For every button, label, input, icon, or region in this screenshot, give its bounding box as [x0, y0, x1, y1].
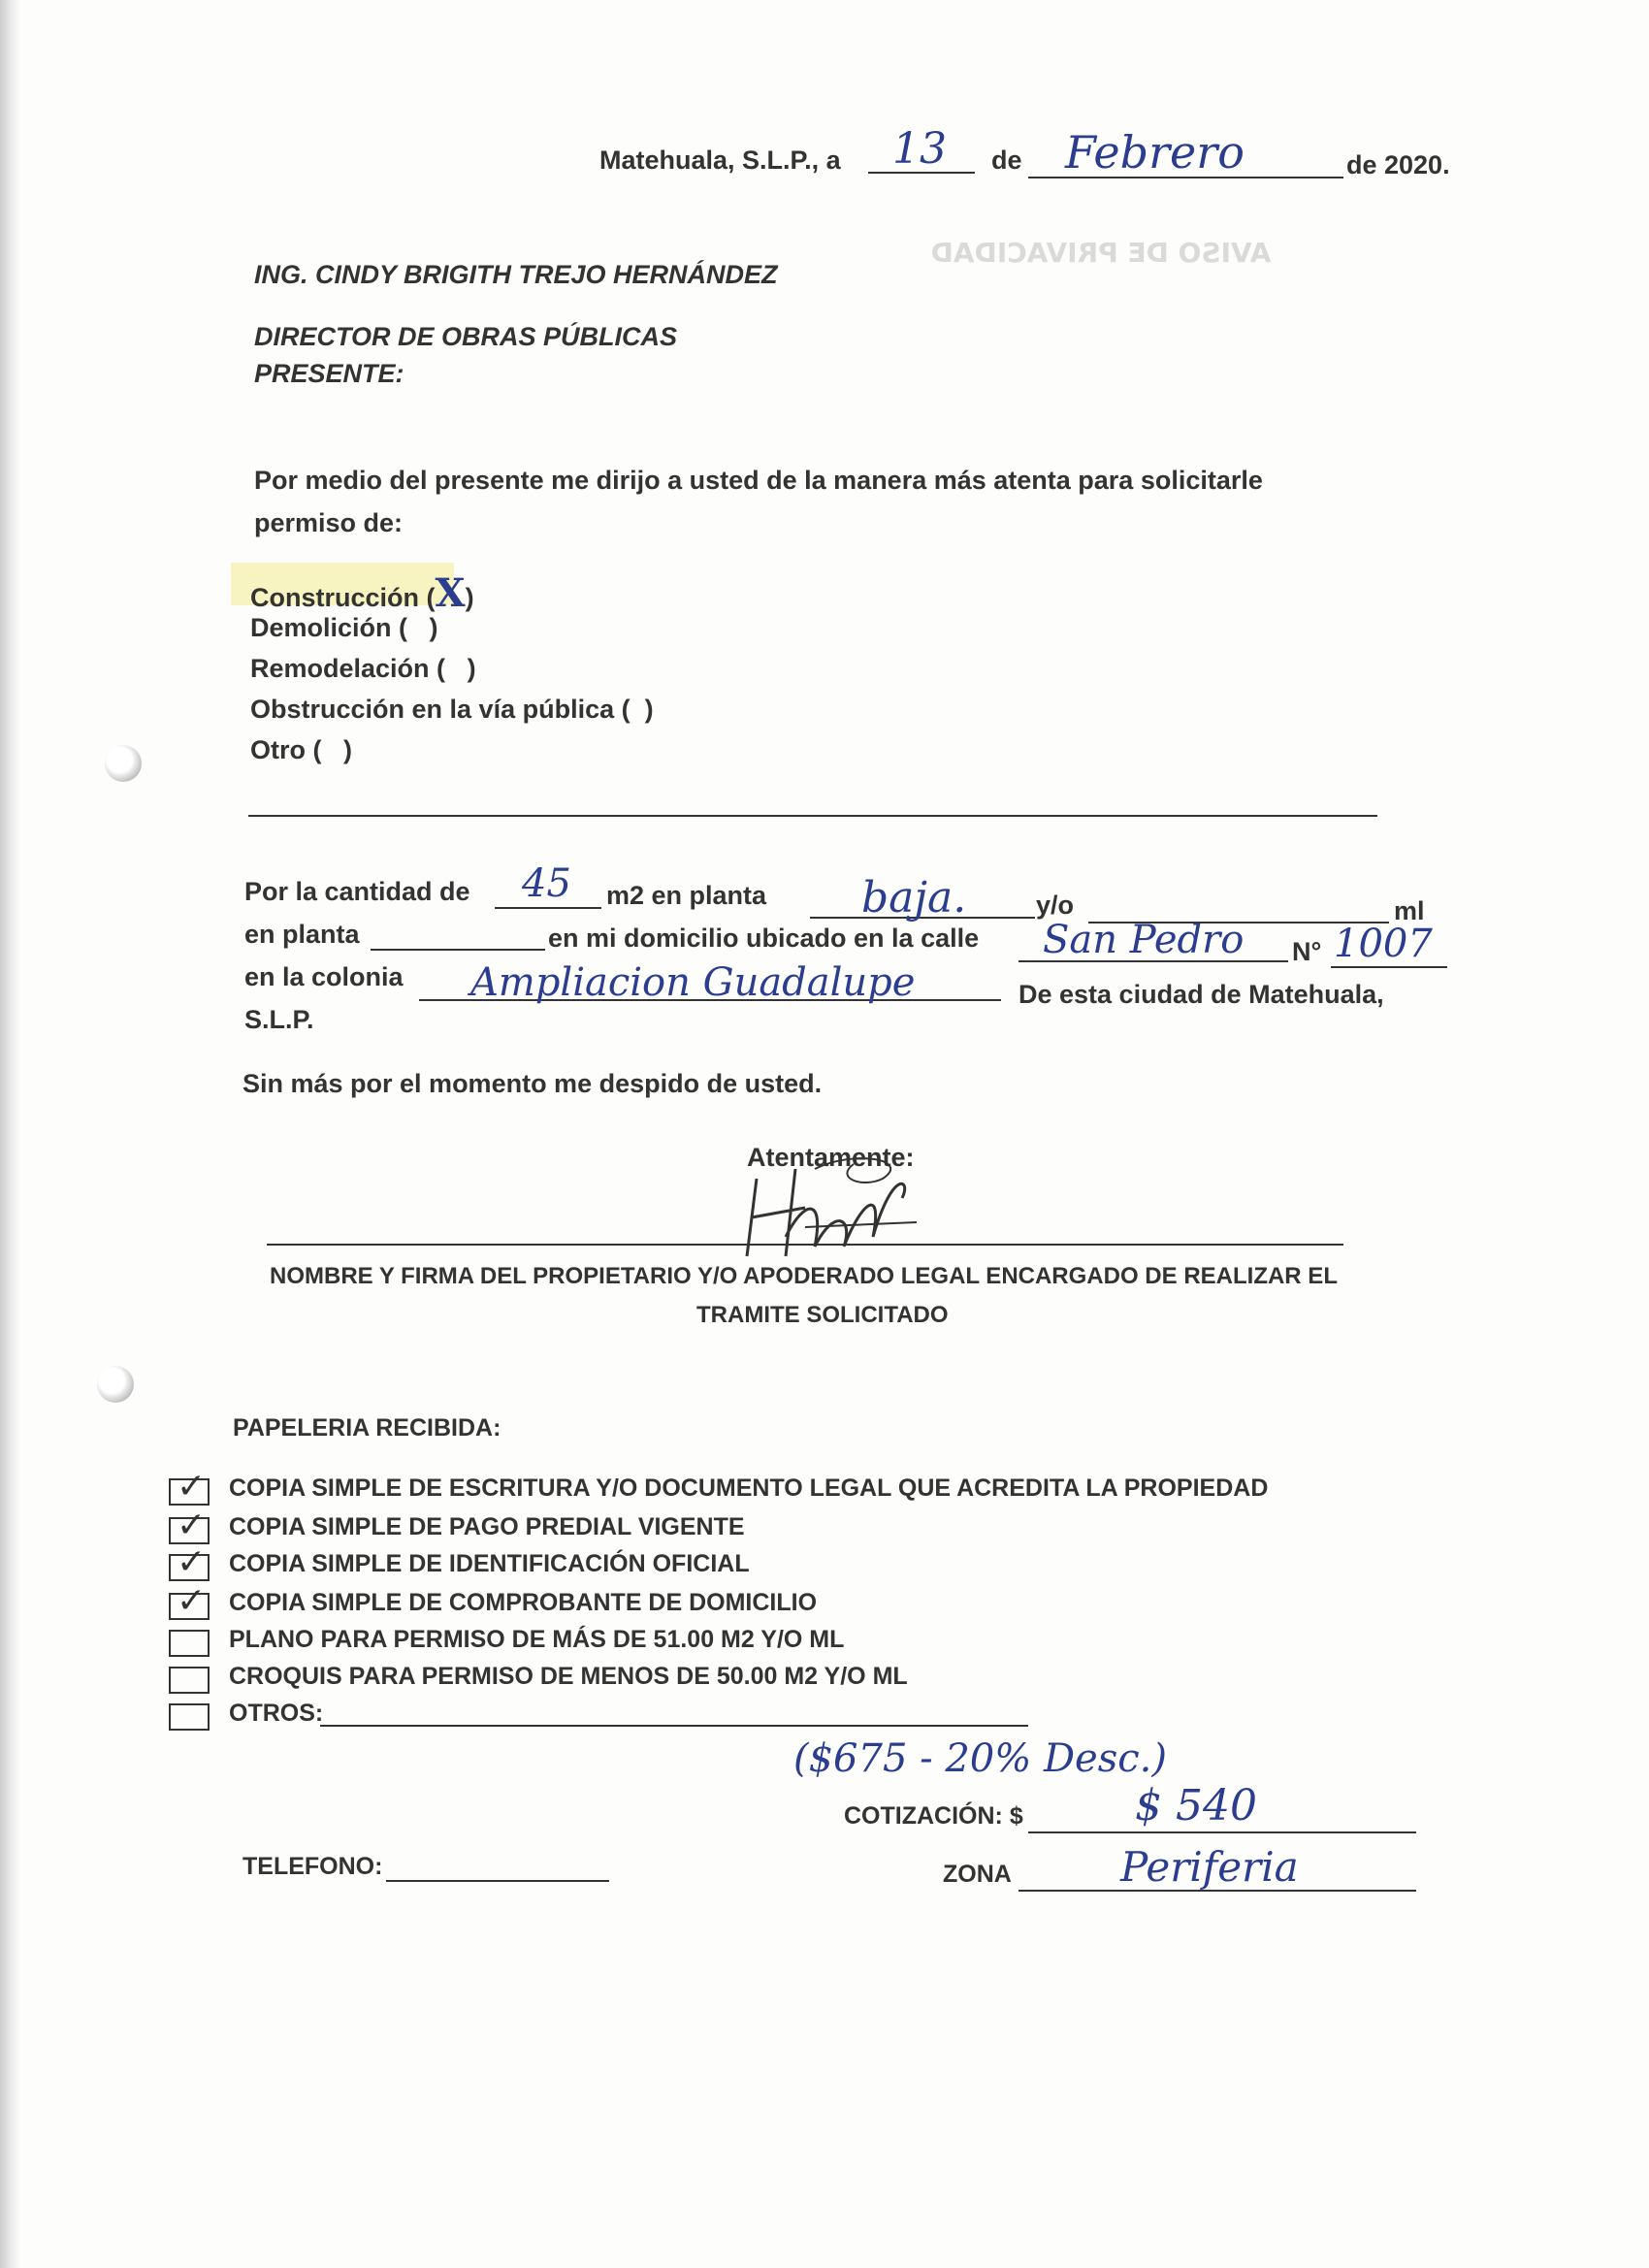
signature-line — [267, 1244, 1343, 1246]
cotizacion-label: COTIZACIÓN: $ — [844, 1802, 1023, 1830]
option-obstruccion — [250, 695, 654, 725]
cantidad-line — [495, 907, 601, 909]
option-label: Remodelación ( — [250, 654, 446, 683]
numero-value: 1007 — [1334, 922, 1433, 966]
option-close: ) — [467, 654, 476, 683]
option-demolicion — [250, 613, 438, 643]
slp-label: S.L.P. — [244, 1005, 314, 1034]
telefono-label: TELEFONO: — [242, 1853, 383, 1880]
signature — [718, 1140, 922, 1266]
otros-line — [320, 1725, 1028, 1727]
recipient-presente: PRESENTE: — [254, 359, 404, 388]
option-remodelacion — [250, 654, 476, 684]
checkmark-icon: ✓ — [177, 1542, 207, 1582]
option-mark: X — [435, 570, 466, 616]
option-close: ) — [429, 613, 438, 642]
telefono-line — [386, 1880, 609, 1882]
yo-label: y/o — [1036, 891, 1075, 920]
option-close: ) — [644, 695, 654, 724]
de-label: de — [991, 146, 1022, 175]
colonia-value: Ampliacion Guadalupe — [470, 960, 916, 1005]
papeleria-label: COPIA SIMPLE DE IDENTIFICACIÓN OFICIAL — [229, 1550, 750, 1577]
colonia-label: en la colonia — [244, 962, 404, 991]
zona-value: Periferia — [1120, 1843, 1299, 1891]
papeleria-label: PLANO PARA PERMISO DE MÁS DE 51.00 M2 Y/O ML — [229, 1626, 845, 1653]
cantidad-value: 45 — [522, 861, 571, 906]
month-value: Febrero — [1065, 126, 1245, 178]
checkbox[interactable] — [169, 1542, 210, 1582]
option-label: Otro ( — [250, 735, 322, 764]
checkmark-icon: ✓ — [177, 1467, 207, 1507]
numero-label: N° — [1292, 937, 1322, 966]
en-planta-label: en planta — [244, 920, 360, 949]
signature-caption-2: TRAMITE SOLICITADO — [696, 1302, 949, 1328]
numero-line — [1331, 966, 1447, 968]
recipient-title: DIRECTOR DE OBRAS PÚBLICAS — [254, 322, 678, 351]
punch-hole-bottom — [97, 1366, 134, 1403]
option-construccion — [250, 570, 474, 616]
option-close: ) — [465, 583, 474, 612]
otro-line — [248, 815, 1377, 817]
checkbox[interactable] — [169, 1581, 210, 1621]
option-label: Demolición ( — [250, 613, 408, 642]
recipient-name: ING. CINDY BRIGITH TREJO HERNÁNDEZ — [254, 260, 778, 289]
signature-caption-1: NOMBRE Y FIRMA DEL PROPIETARIO Y/O APODERADO LEGAL ENCARGADO DE REALIZAR EL — [270, 1263, 1338, 1289]
checkbox[interactable] — [169, 1630, 210, 1657]
calle-value: San Pedro — [1043, 918, 1245, 962]
checkmark-icon: ✓ — [177, 1506, 207, 1545]
year-suffix: de 2020. — [1346, 150, 1450, 179]
cotizacion-value: $ 540 — [1135, 1781, 1257, 1831]
atentamente: Atentamente: — [747, 1143, 915, 1172]
papeleria-label: COPIA SIMPLE DE COMPROBANTE DE DOMICILIO — [229, 1589, 818, 1616]
checkbox[interactable] — [169, 1467, 210, 1507]
request-line-2: permiso de: — [254, 508, 404, 537]
farewell: Sin más por el momento me despido de usted. — [242, 1069, 823, 1098]
papeleria-title: PAPELERIA RECIBIDA: — [233, 1414, 501, 1442]
papeleria-label: COPIA SIMPLE DE PAGO PREDIAL VIGENTE — [229, 1513, 745, 1540]
cotizacion-line — [1028, 1831, 1416, 1833]
handwritten-note: ($675 - 20% Desc.) — [793, 1736, 1167, 1781]
place-prefix: Matehuala, S.L.P., a — [599, 146, 841, 175]
punch-hole-top — [105, 745, 142, 782]
ciudad-label: De esta ciudad de Matehuala, — [1018, 980, 1384, 1009]
domicilio-label: en mi domicilio ubicado en la calle — [548, 923, 980, 953]
ml-label: ml — [1394, 896, 1425, 925]
scanner-edge — [0, 0, 21, 2268]
option-close: ) — [343, 735, 353, 764]
checkbox[interactable] — [169, 1667, 210, 1694]
ghost-title: AVISO DE PRIVACIDAD — [930, 237, 1272, 269]
bleed-through-text — [708, 233, 1494, 1222]
option-label: Construcción ( — [250, 583, 436, 612]
m2-en-planta: m2 en planta — [606, 881, 767, 910]
papeleria-label: CROQUIS PARA PERMISO DE MENOS DE 50.00 M2 Y/O ML — [229, 1663, 908, 1690]
checkmark-icon: ✓ — [177, 1581, 207, 1621]
checkbox[interactable] — [169, 1506, 210, 1545]
zona-label: ZONA — [943, 1861, 1012, 1888]
request-line-1: Por medio del presente me dirijo a usted de la manera más atenta para solicitarle — [254, 466, 1263, 495]
en-planta-line — [371, 949, 545, 951]
papeleria-label: OTROS: — [229, 1700, 324, 1727]
cantidad-prefix: Por la cantidad de — [244, 877, 470, 906]
planta-value: baja. — [861, 873, 967, 923]
day-value: 13 — [892, 124, 947, 174]
option-label: Obstrucción en la vía pública ( — [250, 695, 630, 724]
checkbox[interactable] — [169, 1703, 210, 1731]
papeleria-label: COPIA SIMPLE DE ESCRITURA Y/O DOCUMENTO LEGAL QUE ACREDITA LA PROPIEDAD — [229, 1474, 1269, 1502]
option-otro — [250, 735, 352, 765]
